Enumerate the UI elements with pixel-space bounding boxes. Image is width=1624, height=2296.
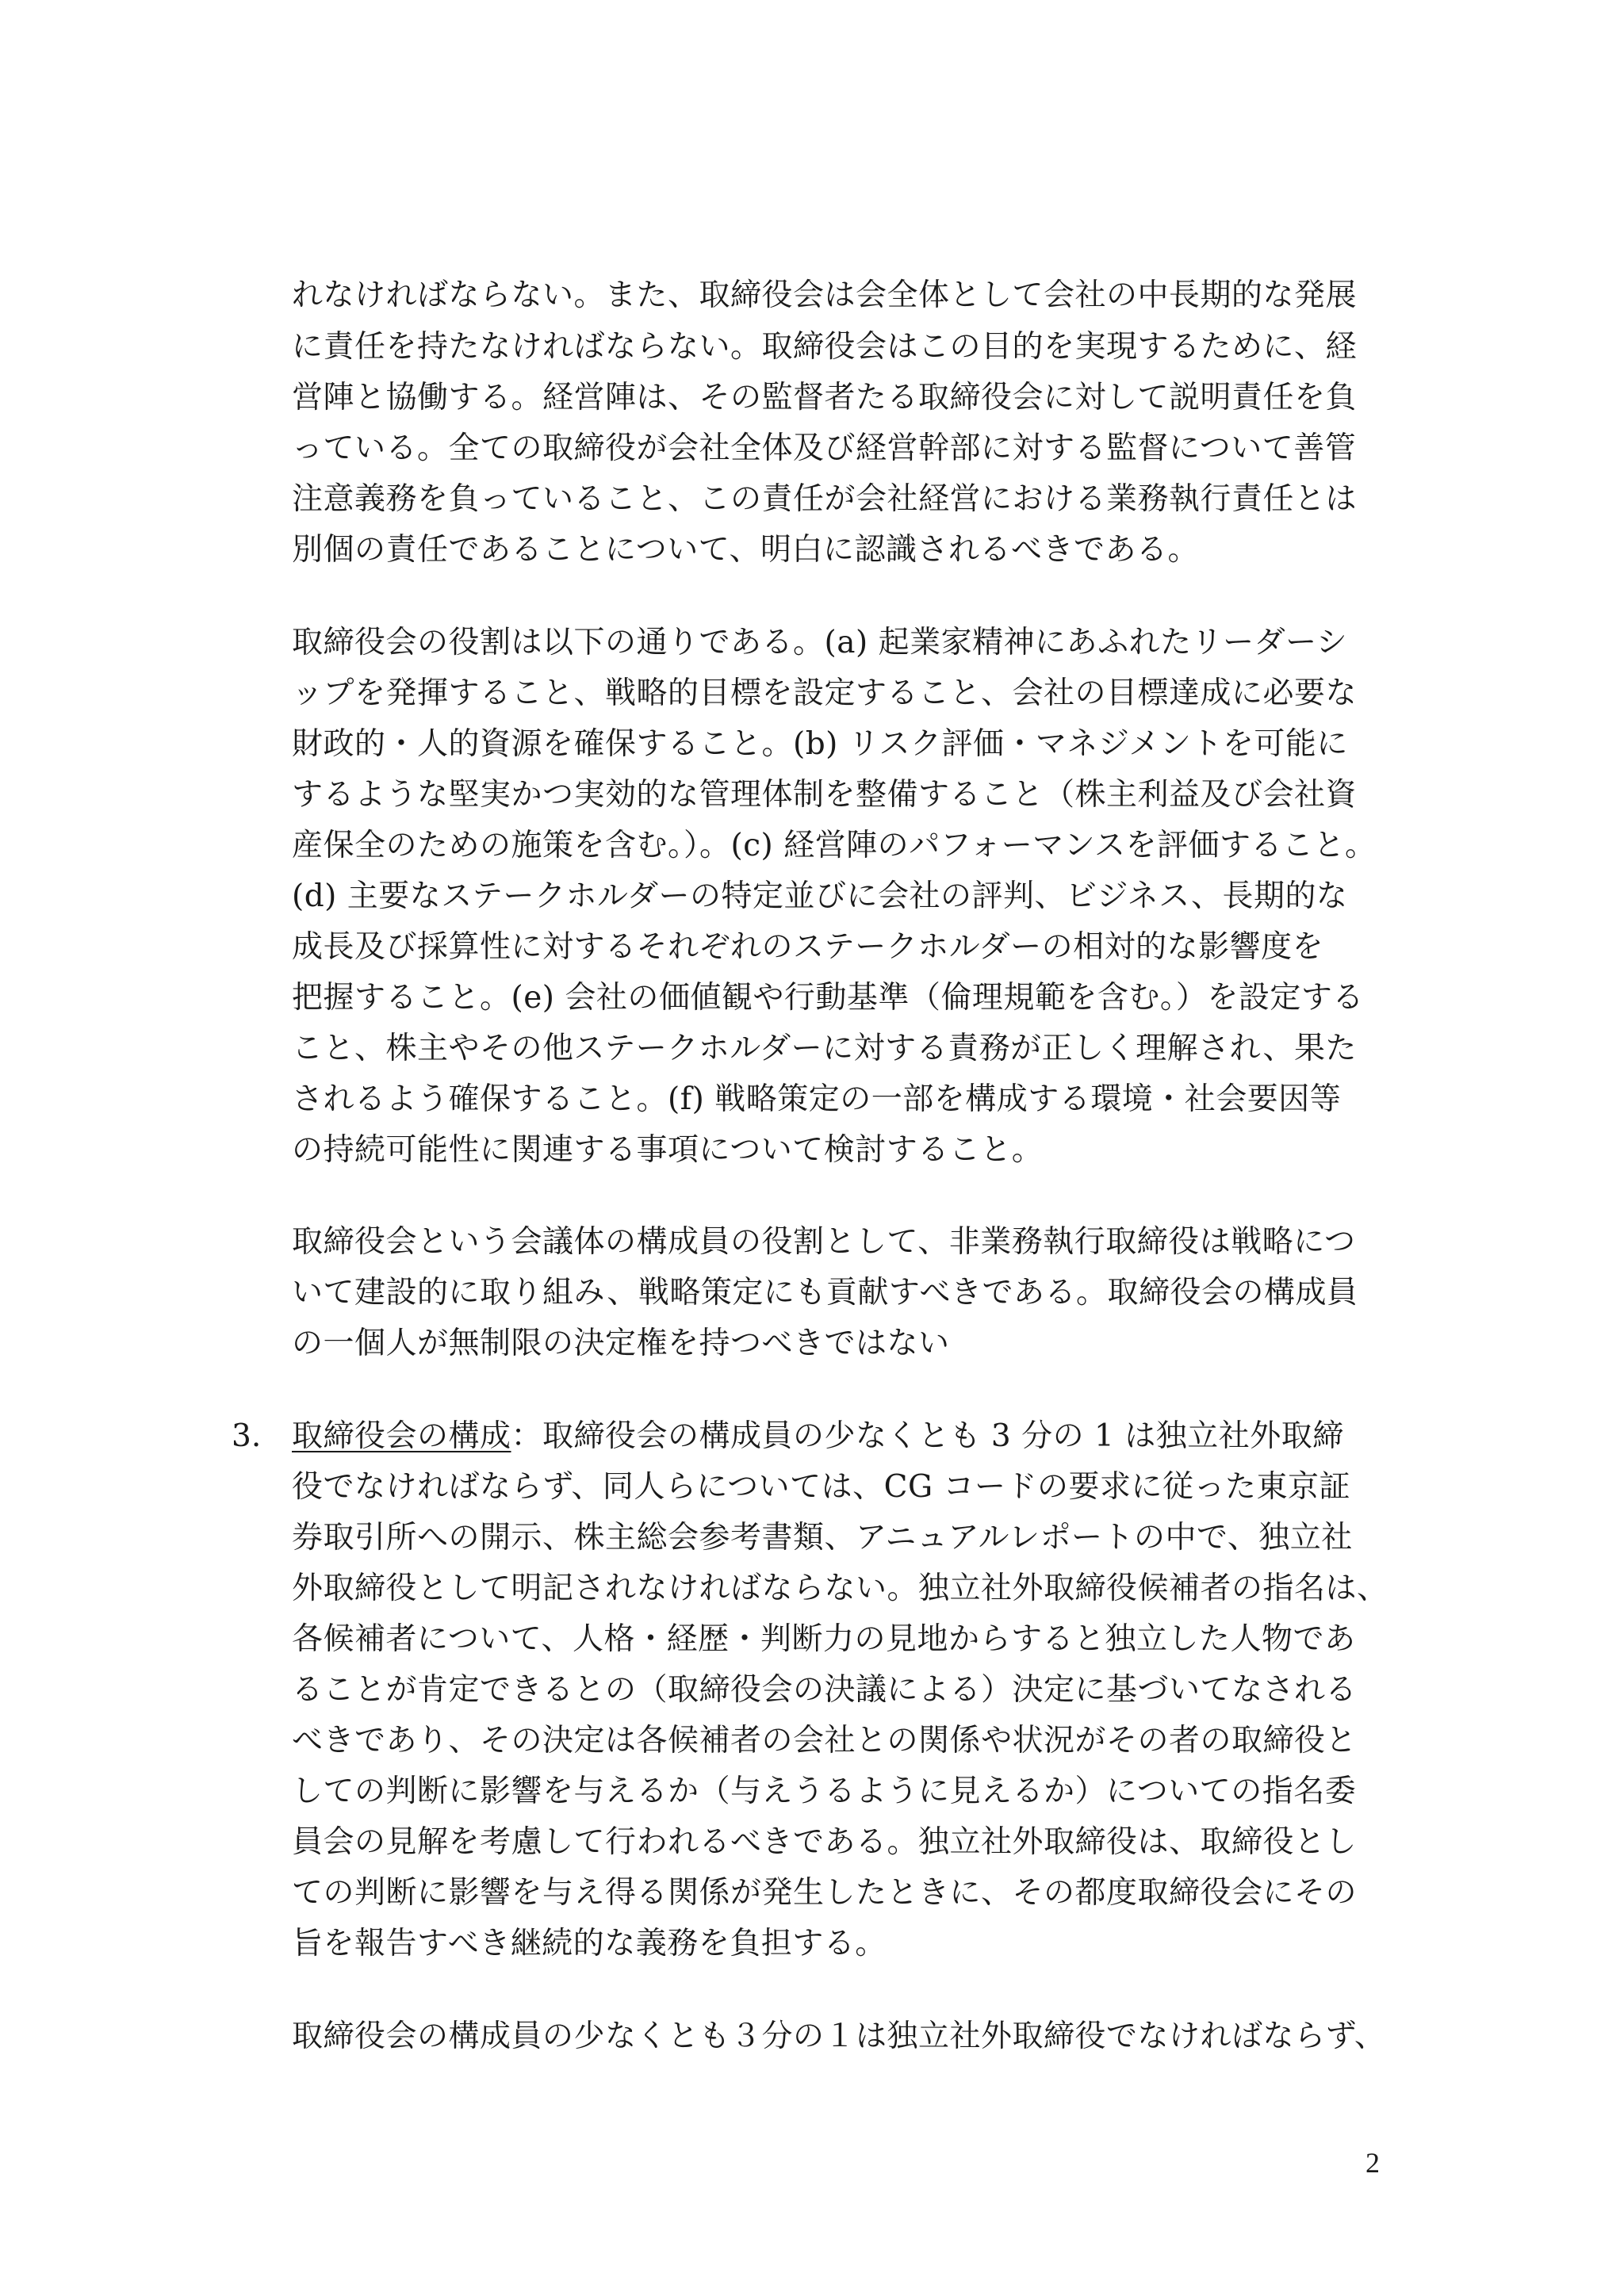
text-line: されるよう確保すること。(f) 戦略策定の一部を構成する環境・社会要因等	[292, 1081, 1342, 1117]
text-line: 員会の見解を考慮して行われるべきである。独立社外取締役は、取締役とし	[292, 1824, 1358, 1860]
text-line: (d) 主要なステークホルダーの特定並びに会社の評判、ビジネス、長期的な	[292, 878, 1348, 914]
text-line: 外取締役として明記されなければならない。独立社外取締役候補者の指名は、	[292, 1571, 1388, 1606]
text-line: 別個の責任であることについて、明白に認識されるべきである。	[292, 532, 1199, 568]
text-line: ップを発揮すること、戦略的目標を設定すること、会社の目標達成に必要な	[292, 675, 1358, 711]
text-line: れなければならない。また、取締役会は会全体として会社の中長期的な発展	[292, 277, 1358, 313]
text-line: 各候補者について、人格・経歴・判断力の見地からすると独立した人物であ	[292, 1621, 1356, 1657]
page-number: 2	[1365, 2147, 1380, 2179]
text-line: 成長及び採算性に対するそれぞれのステークホルダーの相対的な影響度を	[292, 929, 1324, 965]
text-line: 取締役会の構成員の少なくとも３分の１は独立社外取締役でなければならず、	[292, 2019, 1386, 2054]
text-line: の一個人が無制限の決定権を持つべきではない	[292, 1326, 950, 1361]
section-heading: 取締役会の構成	[292, 1418, 511, 1454]
text-line: しての判断に影響を与えるか（与えうるように見えるか）についての指名委	[292, 1774, 1357, 1809]
section-first-line-text: ：取締役会の構成員の少なくとも 3 分の 1 は独立社外取締	[511, 1418, 1344, 1454]
text-line: 営陣と協働する。経営陣は、その監督者たる取締役会に対して説明責任を負	[292, 380, 1358, 415]
text-line: いて建設的に取り組み、戦略策定にも貢献すべきである。取締役会の構成員	[292, 1275, 1358, 1311]
text-line: べきであり、その決定は各候補者の会社との関係や状況がその者の取締役と	[292, 1723, 1358, 1758]
text-line: 産保全のための施策を含む。）。(c) 経営陣のパフォーマンスを評価すること。	[292, 828, 1377, 863]
section-first-line	[292, 1414, 1344, 1460]
text-line: 券取引所への開示、株主総会参考書類、アニュアルレポートの中で、独立社	[292, 1520, 1353, 1556]
section-number: 3.	[232, 1418, 262, 1454]
text-line: 取締役会という会議体の構成員の役割として、非業務執行取締役は戦略につ	[292, 1224, 1356, 1260]
text-line: するような堅実かつ実効的な管理体制を整備すること（株主利益及び会社資	[292, 777, 1358, 813]
text-line: こと、株主やその他ステークホルダーに対する責務が正しく理解され、果た	[292, 1031, 1358, 1066]
text-line: 役でなければならず、同人らについては、CG コードの要求に従った東京証	[292, 1469, 1350, 1505]
text-line: の持続可能性に関連する事項について検討すること。	[292, 1132, 1044, 1168]
text-line: ての判断に影響を与え得る関係が発生したときに、その都度取締役会にその	[292, 1875, 1358, 1911]
text-line: 財政的・人的資源を確保すること。(b) リスク評価・マネジメントを可能に	[292, 726, 1348, 762]
text-line: に責任を持たなければならない。取締役会はこの目的を実現するために、経	[292, 329, 1358, 365]
text-line: 旨を報告すべき継続的な義務を負担する。	[292, 1926, 887, 1961]
text-line: 取締役会の役割は以下の通りである。(a) 起業家精神にあふれたリーダーシ	[292, 625, 1348, 660]
text-line: 注意義務を負っていること、この責任が会社経営における業務執行責任とは	[292, 481, 1358, 517]
text-line: っている。全ての取締役が会社全体及び経営幹部に対する監督について善管	[292, 430, 1357, 466]
text-line: 把握すること。(e) 会社の価値観や行動基準（倫理規範を含む。）を設定する	[292, 980, 1364, 1016]
text-line: ることが肯定できるとの（取締役会の決議による）決定に基づいてなされる	[292, 1672, 1358, 1708]
